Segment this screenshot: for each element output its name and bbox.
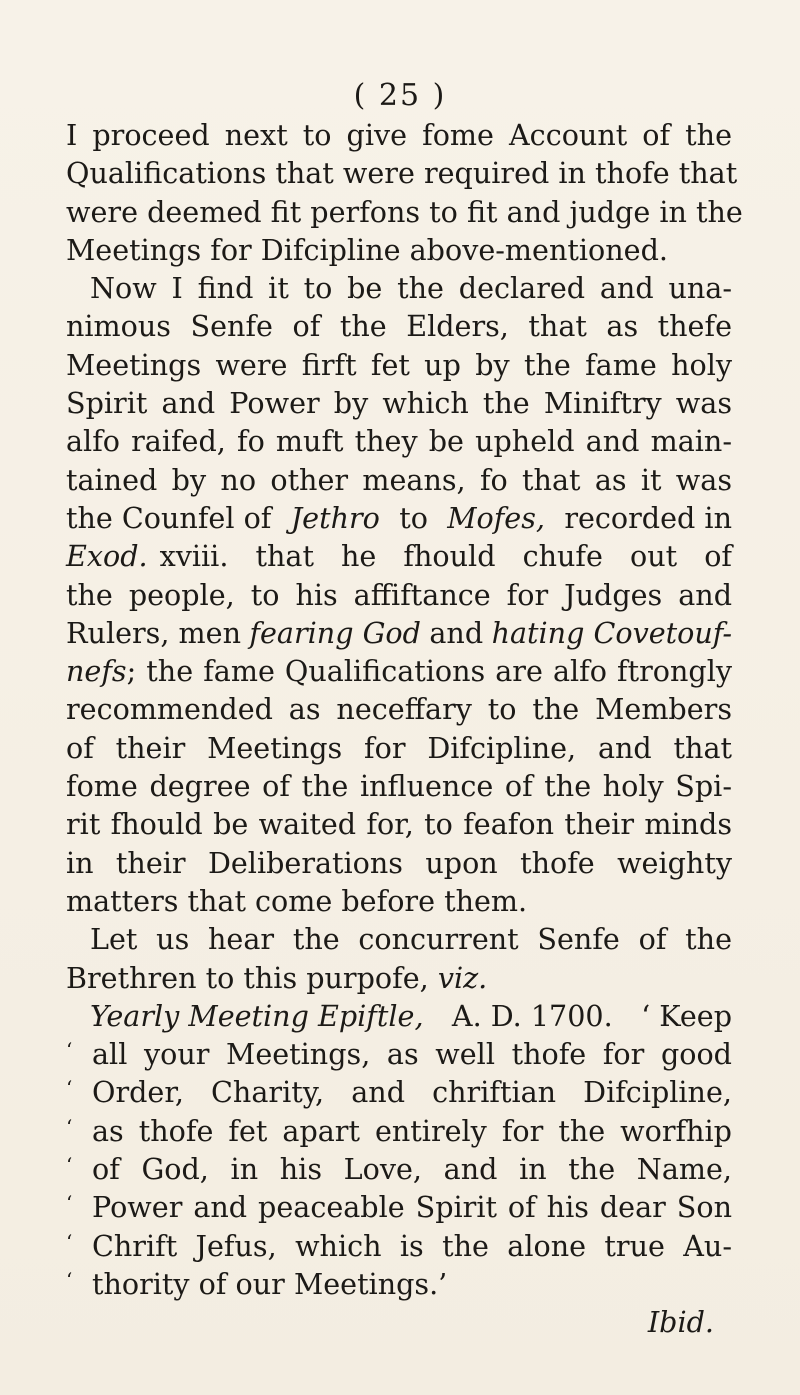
text-line: the people, to his affiftance for Judges and [66, 577, 732, 612]
text-line: Meetings were firft fet up by the fame holy [66, 347, 732, 382]
text-line: I proceed next to give fome Account of the [66, 118, 732, 152]
text-line: nimous Senfe of the Elders, that as thefe [66, 309, 732, 344]
text-line: Spirit and Power by which the Miniftry was [66, 386, 732, 421]
quote-line: ‘ as thofe fet apart entirely for the worfhip [66, 1113, 732, 1148]
catchword-line [66, 1303, 732, 1341]
text-line: Let us hear the concurrent Senfe of the [90, 922, 732, 957]
text-line: Qualifications that were required in thofe that [66, 156, 738, 191]
text-line: matters that come before them. [66, 883, 528, 918]
text-line: Now I find it to be the declared and una- [90, 271, 732, 306]
text-line: Yearly Meeting Epiftle, A. D. 1700. ‘ Keep [90, 998, 732, 1033]
text-line: Brethren to this purpofe, viz. [66, 960, 488, 995]
text-line: the Counfel of Jethro to Mofes, recorded in [66, 500, 732, 535]
text-line: were deemed fit perfons to fit and judge in the [66, 194, 743, 229]
text-line: alfo raifed, fo muft they be upheld and main- [66, 424, 732, 459]
text-line: recommended as neceffary to the Members [66, 692, 732, 727]
text-line: tained by no other means, fo that as it was [66, 462, 732, 497]
text-line: in their Deliberations upon thofe weighty [66, 845, 732, 880]
catchword: Ibid. [647, 1305, 714, 1340]
text-line: Exod. xviii. that he fhould chufe out of [66, 539, 732, 574]
text-line: nefs ; the fame Qualifications are alfo ftrongly [66, 654, 732, 689]
body-text [66, 116, 743, 1342]
text-line: Rulers, men fearing God and hating Covetouf- [66, 615, 732, 650]
quote-line: ‘ Order, Charity, and chriftian Difcipline, [66, 1075, 732, 1110]
text-line: rit fhould be waited for, to feafon their minds [66, 807, 732, 842]
quote-line: ‘ Power and peaceable Spirit of his dear Son [66, 1190, 732, 1225]
text-line: fome degree of the influence of the holy Spi- [66, 769, 732, 804]
text-line: of their Meetings for Difcipline, and that [66, 730, 732, 765]
quote-line: ‘ all your Meetings, as well thofe for good [66, 1037, 732, 1072]
quote-line: ‘ thority of our Meetings.’ [66, 1266, 448, 1301]
text-line: Meetings for Difcipline above-mentioned. [66, 232, 668, 267]
page-number: ( 25 ) [353, 78, 447, 113]
quote-line: ‘ of God, in his Love, and in the Name, [66, 1152, 732, 1187]
quote-line: ‘ Chrift Jefus, which is the alone true Au- [66, 1228, 732, 1263]
